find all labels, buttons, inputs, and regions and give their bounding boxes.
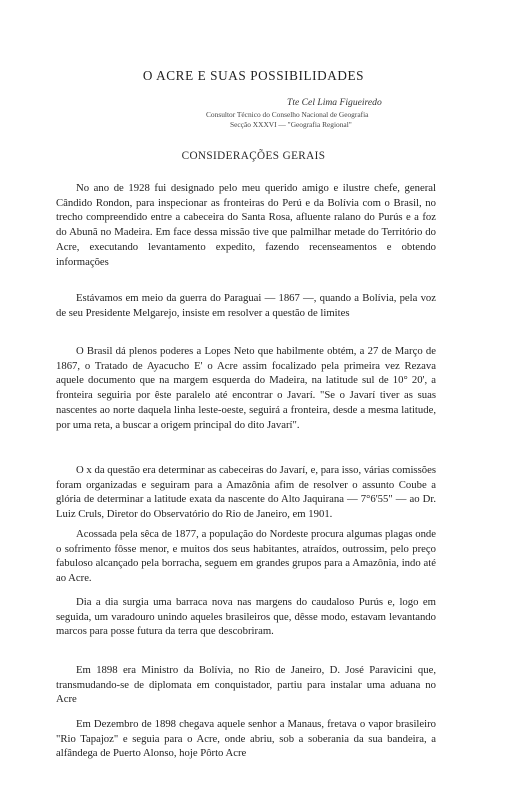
paragraph-text: O x da questão era determinar as cabeceiras do Javarí, e, para isso, várias comissões foram organizadas e seguiram para a Amazônia afim de resolver o assunto Coube a glória de determinar a latitude exata da nascente do Alto Jaquirana — 7°6'55" — ao Dr. Luiz Cruls, Diretor do Observatório do Rio de Janeiro, em 1901. — [56, 464, 436, 521]
paragraph-7 — [56, 663, 436, 707]
paragraph-3 — [56, 344, 436, 432]
paragraph-text: Em 1898 era Ministro da Bolívia, no Rio de Janeiro, D. José Paravicini que, transmudando-se de diplomata em conquistador, partiu para instalar uma aduana no Acre — [56, 664, 436, 706]
author-affiliation-line-1: Consultor Técnico do Conselho Nacional de Geografia — [206, 110, 369, 119]
author-affiliation-line-2: Secção XXXVI — "Geografia Regional" — [230, 120, 352, 129]
paragraph-4 — [56, 463, 436, 522]
article-title: O ACRE E SUAS POSSIBILIDADES — [142, 68, 365, 83]
paragraph-text: Em Dezembro de 1898 chegava aquele senhor a Manaus, fretava o vapor brasileiro "Rio Tapajoz" e seguia para o Acre, onde abriu, sob a soberania da sua bandeira, a alfândega de Puerto Alonso, hoje Pôrto Acre — [56, 718, 436, 760]
paragraph-6 — [56, 595, 436, 639]
paragraph-text: O Brasil dá plenos poderes a Lopes Neto que habilmente obtém, a 27 de Março de 1867, o Tratado de Ayacucho E' o Acre assim focalizado pela primeira vez Rezava aquele documento que na margem esquerda do Madeira, na latitude sul de 10° 20', a fronteira seguiria por êste paralelo até encontrar o Javarí. "Se o Javarí tiver as suas nascentes ao norte daquela linha leste-oeste, seguirá a fronteira, desde a mesma latitude, por uma reta, a buscar a origem principal do dito Javarí". — [56, 345, 436, 431]
paragraph-1 — [56, 181, 436, 269]
paragraph-text: No ano de 1928 fui designado pelo meu querido amigo e ilustre chefe, general Cândido Rondon, para inspecionar as fronteiras do Perú e da Bolívia com o Brasil, no trecho compreendido entre a cabeceira do Santa Rosa, afluente ralano do Purús e a foz do Abunã no Madeira. Em face dessa missão tive que palmilhar metade do Território do Acre, executando levantamento expedito, fazendo recenseamentos e obtendo informações — [56, 182, 436, 268]
paragraph-2 — [56, 291, 436, 320]
author-name: Tte Cel Lima Figueiredo — [287, 97, 382, 108]
paragraph-5 — [56, 527, 436, 586]
paragraph-8 — [56, 717, 436, 761]
paragraph-text: Estávamos em meio da guerra do Paraguai — 1867 —, quando a Bolívia, pela voz de seu Presidente Melgarejo, insiste em resolver a questão de limites — [56, 292, 436, 319]
paragraph-text: Dia a dia surgia uma barraca nova nas margens do caudaloso Purús e, logo em seguida, um varadouro unindo aqueles brasileiros que, dêsse modo, estavam levantando marcos para posse futura da terra que descobriram. — [56, 596, 436, 638]
section-heading: CONSIDERAÇÕES GERAIS — [181, 150, 326, 162]
paragraph-text: Acossada pela sêca de 1877, a população do Nordeste procura algumas plagas onde o sofrimento fôsse menor, e muitos dos seus habitantes, atraídos, outrossim, pelo preço fabuloso alcançado pela borracha, seguem em grandes grupos para a Amazônia, indo até ao Acre. — [56, 528, 436, 585]
